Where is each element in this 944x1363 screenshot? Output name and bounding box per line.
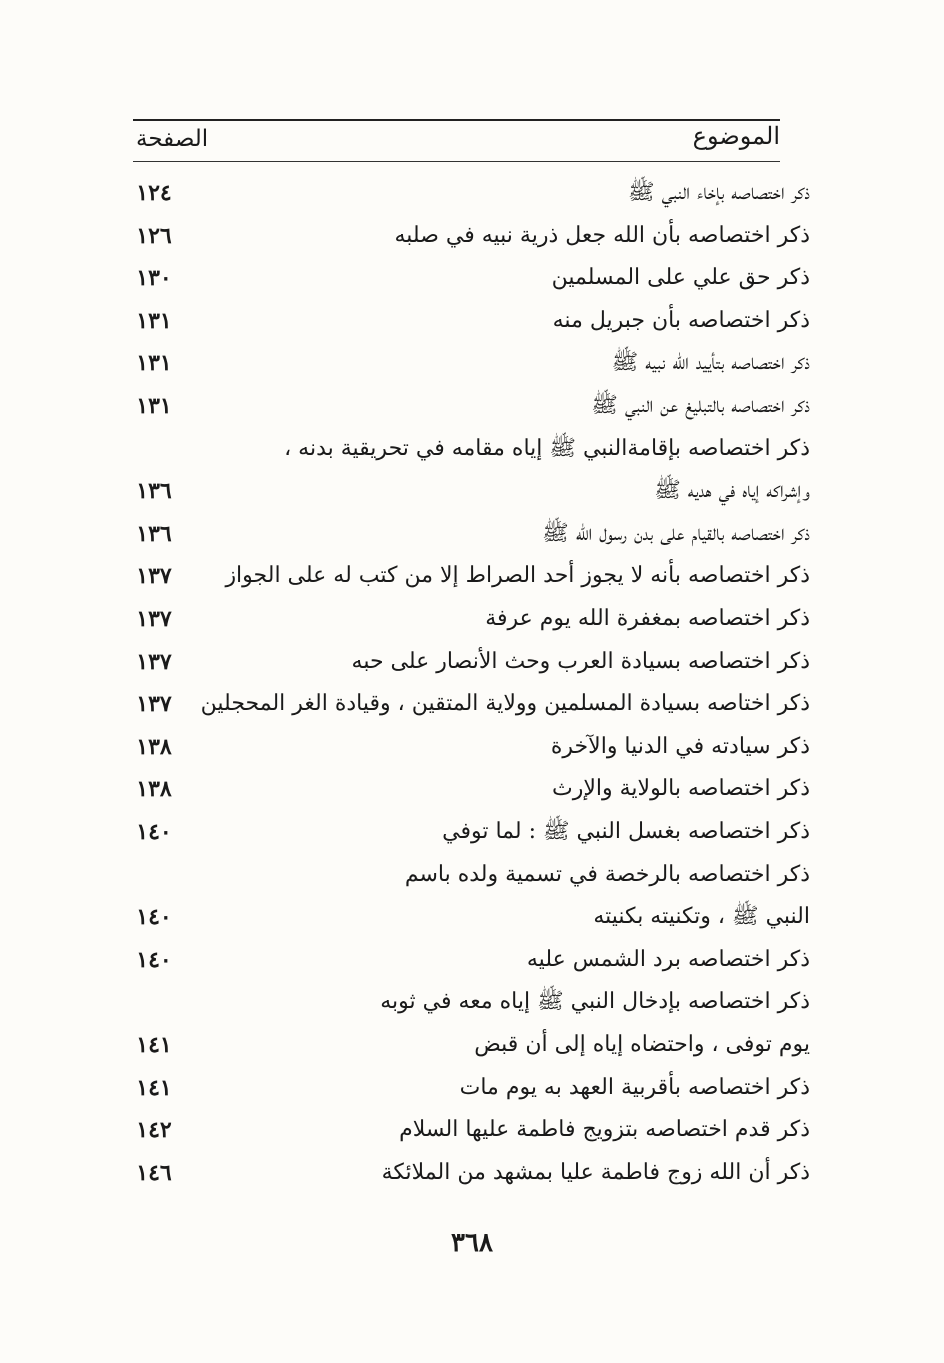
toc-entry-page: ١٤٠ [136, 904, 172, 931]
toc-entry-title: وإشراكه إياه في هديه ﷺ [654, 478, 810, 504]
toc-entry-page: ١٤٠ [136, 946, 172, 973]
toc-entry [120, 598, 810, 640]
toc-entry-page: ١٣٨ [136, 733, 172, 760]
toc-entry-title: ذكر اختصاصه بالولاية والإرث [552, 776, 810, 802]
toc-entry-page: ١٣٧ [136, 648, 172, 675]
toc-entry-page: ١٣٧ [136, 691, 172, 718]
toc-entry-page: ١٤١ [136, 1032, 172, 1058]
toc-entry-page: ١٢٦ [136, 222, 172, 249]
toc-entry-page: ١٤٦ [136, 1159, 172, 1186]
toc-entry-page: ١٢٤ [136, 180, 172, 206]
toc-entry [120, 854, 810, 896]
toc-entry-title: يوم توفى ، واحتضاه إياه إلى أن قبض [474, 1032, 810, 1057]
toc-entry [120, 1067, 810, 1109]
toc-entry-page: ١٣٨ [136, 776, 172, 803]
toc-entry-page: ١٤١ [136, 1074, 172, 1101]
toc-entry-title: ذكر اختصاصه بأنه لا يجوز أحد الصراط إلا من كتب له على الجواز [225, 563, 810, 589]
topic-column-heading: الموضوع [692, 122, 780, 150]
toc-entry-title: ذكر حق علي على المسلمين [551, 265, 810, 291]
toc-entry [120, 257, 810, 299]
toc-entry-page: ١٣١ [136, 307, 172, 334]
toc-entry-title: ذكر اختصاصه بسيادة العرب وحث الأنصار على حبه [351, 648, 810, 674]
toc-entry-page: ١٣٦ [136, 520, 172, 547]
toc-entry [120, 470, 810, 512]
toc-entry-title: ذكر اختصاصه بأقربية العهد به يوم مات [459, 1074, 810, 1100]
toc-entry [120, 1024, 810, 1066]
toc-entry-page: ١٤٠ [136, 819, 172, 845]
toc-entry [120, 1109, 810, 1151]
toc-entry-page: ١٣٦ [136, 478, 172, 505]
toc-entry [120, 726, 810, 768]
toc-entry-title: ذكر اختصاصه بإدخال النبي ﷺ إياه معه في ثوبه [380, 989, 810, 1015]
toc-entry [120, 215, 810, 257]
toc-entry-title: ذكر اختصاصه بإقامةالنبي ﷺ إياه مقامه في تحريقية بدنه ، [284, 435, 810, 461]
toc-entry [120, 428, 810, 470]
toc-entry-page: ١٣١ [136, 393, 172, 419]
page-column-heading: الصفحة [136, 126, 209, 152]
toc-entry-title: ذكر اختصاصه بالتبليغ عن النبي ﷺ [591, 393, 810, 418]
toc-entry-title: ذكر قدم اختصاصه بتزويج فاطمة عليها السلام [399, 1117, 810, 1143]
toc-entry [120, 342, 810, 384]
toc-entry [120, 555, 810, 597]
toc-entry-title: ذكر اختصاصه بالرخصة في تسمية ولده باسم [404, 861, 810, 887]
page-number: ٣٦٨ [451, 1228, 493, 1258]
toc-entry-title: ذكر اختصاصه بالقيام على بدن رسول الله ﷺ [542, 520, 810, 546]
toc-entry-title: ذكر اختصاصه بتأييد الله نبيه ﷺ [611, 350, 810, 376]
toc-entry [120, 641, 810, 683]
toc-entry [120, 981, 810, 1023]
toc-entry-page: ١٣٠ [136, 265, 172, 292]
toc-entry-page: ١٤٢ [136, 1117, 172, 1144]
toc-entry-title: ذكر اختصاصه بإخاء النبي ﷺ [628, 180, 810, 205]
toc-entry [120, 768, 810, 810]
toc-entry-title: ذكر اختصاصه بأن الله جعل ذرية نبيه في صلبه [394, 222, 810, 248]
toc-entry [120, 896, 810, 938]
toc-entry [120, 939, 810, 981]
toc-entry-title: ذكر اختصاصه برد الشمس عليه [526, 946, 810, 972]
toc-entry-page: ١٣١ [136, 350, 172, 377]
toc-entry-title: ذكر أن الله زوج فاطمة عليا بمشهد من الملائكة [381, 1159, 810, 1185]
toc-entry-title: ذكر سيادته في الدنيا والآخرة [550, 733, 810, 759]
toc-entry-page: ١٣٧ [136, 563, 172, 590]
toc-entry-title: ذكر اختصاصه بأن جبريل منه [552, 307, 810, 333]
toc-entry [120, 811, 810, 853]
toc-entry [120, 300, 810, 342]
toc-entry [120, 172, 810, 214]
toc-entry-page: ١٣٧ [136, 606, 172, 632]
toc-entry-title: النبي ﷺ ، وتكنيته بكنيته [593, 904, 810, 930]
toc-entry [120, 1152, 810, 1194]
toc-entry-title: ذكر اختاصه بسيادة المسلمين وولاية المتقين ، وقيادة الغر المحجلين [200, 691, 810, 717]
toc-entry [120, 385, 810, 427]
toc-entry-title: ذكر اختصاصه بغسل النبي ﷺ : لما توفي [442, 819, 810, 844]
toc-entry [120, 683, 810, 725]
toc-entry [120, 513, 810, 555]
toc-entry-title: ذكر اختصاصه بمغفرة الله يوم عرفة [485, 606, 810, 631]
